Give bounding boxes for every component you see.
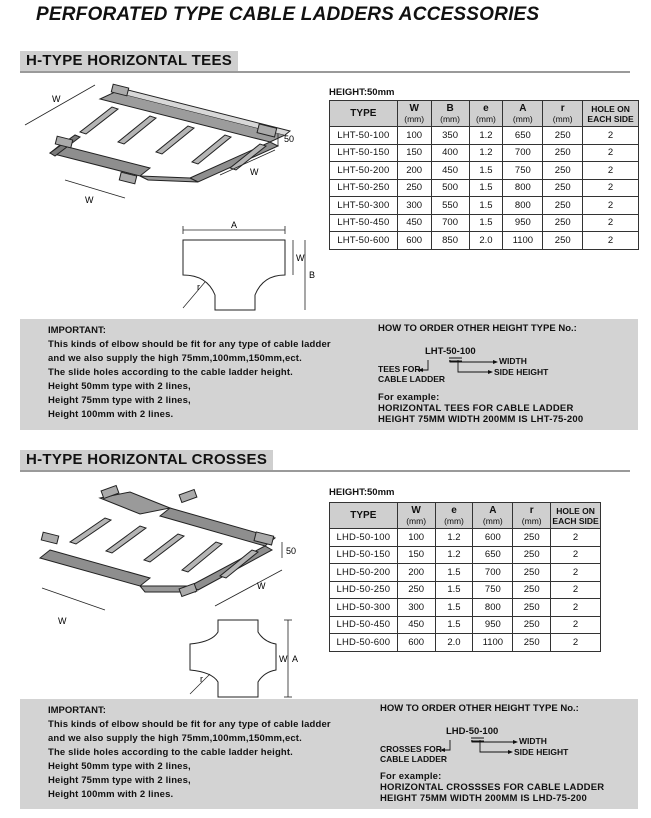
tees-table-header-row: [330, 101, 639, 127]
table-row: LHD-50-450 450 1.5 950 250 2: [330, 616, 601, 634]
crosses-col-hole: HOLE ON EACH SIDE: [551, 503, 601, 529]
table-row: LHT-50-150 150 400 1.2 700 250 2: [330, 144, 639, 162]
tee-plan-view: [175, 220, 325, 315]
crosses-order-label-width: WIDTH: [519, 736, 547, 746]
tees-order-label-type: TEES FOR CABLE LADDER: [378, 364, 446, 384]
table-row: LHT-50-250 250 500 1.5 800 250 2: [330, 179, 639, 197]
tee-dim-w-top: W: [52, 94, 61, 104]
crosses-table-header-row: [330, 503, 601, 529]
crosses-important-line: Height 75mm type with 2 lines,: [48, 775, 191, 786]
crosses-order-code: LHD-50-100: [446, 726, 499, 737]
tee-dim-w-right: W: [250, 167, 259, 177]
page-title: PERFORATED TYPE CABLE LADDERS ACCESSORIES: [36, 4, 540, 25]
table-row: LHD-50-600 600 2.0 1100 250 2: [330, 634, 601, 652]
tee-plan-dim-w: W: [296, 253, 305, 263]
tees-col-e: e (mm): [469, 101, 503, 127]
table-row: LHD-50-100 100 1.2 600 250 2: [330, 529, 601, 547]
crosses-order-label-side: SIDE HEIGHT: [514, 747, 569, 757]
tees-important-line: Height 50mm type with 2 lines,: [48, 381, 191, 392]
tees-col-hole: HOLE ON EACH SIDE: [583, 101, 639, 127]
crosses-section-rule: [20, 470, 630, 472]
crosses-important-title: IMPORTANT:: [48, 705, 106, 716]
cross-plan-dim-r: r: [200, 674, 203, 684]
crosses-important-line: This kinds of elbow should be fit for any type of cable ladder: [48, 719, 331, 730]
tees-col-r: r (mm): [543, 101, 583, 127]
crosses-example: For example: HORIZONTAL CROSSSES FOR CABLE LADDER HEIGHT 75MM WIDTH 200MM IS LHD-75-200: [380, 771, 605, 804]
tees-spec-table: [329, 100, 639, 250]
cross-isometric-drawing: [20, 478, 310, 628]
crosses-col-type: TYPE: [330, 503, 398, 529]
crosses-col-a: A (mm): [473, 503, 513, 529]
cross-plan-dim-w: W: [279, 654, 288, 664]
tees-important-line: Height 100mm with 2 lines.: [48, 409, 174, 420]
tees-example: For example: HORIZONTAL TEES FOR CABLE LADDER HEIGHT 75MM WIDTH 200MM IS LHT-75-200: [378, 392, 584, 425]
table-row: LHD-50-250 250 1.5 750 250 2: [330, 581, 601, 599]
crosses-order-title: HOW TO ORDER OTHER HEIGHT TYPE No.:: [380, 703, 579, 714]
tees-order-label-side: SIDE HEIGHT: [494, 367, 549, 377]
cross-dim-w-bottom: W: [58, 616, 67, 626]
table-row: LHT-50-600 600 850 2.0 1100 250 2: [330, 232, 639, 250]
tees-order-code: LHT-50-100: [425, 346, 476, 357]
crosses-important-line: and we also supply the high 75mm,100mm,150mm,ect.: [48, 733, 302, 744]
tees-important-line: The slide holes according to the cable ladder height.: [48, 367, 293, 378]
crosses-spec-table: [329, 502, 601, 652]
crosses-important-line: Height 100mm with 2 lines.: [48, 789, 174, 800]
table-row: LHD-50-150 150 1.2 650 250 2: [330, 546, 601, 564]
tee-isometric-drawing: [20, 80, 310, 210]
tee-plan-dim-b: B: [309, 270, 316, 280]
crosses-col-e: e (mm): [435, 503, 473, 529]
tee-plan-dim-a: A: [231, 220, 238, 230]
tees-important-line: and we also supply the high 75mm,100mm,150mm,ect.: [48, 353, 302, 364]
tees-col-a: A (mm): [503, 101, 543, 127]
table-row: LHT-50-100 100 350 1.2 650 250 2: [330, 127, 639, 145]
tees-height-label: HEIGHT:50mm: [329, 87, 395, 98]
table-row: LHD-50-300 300 1.5 800 250 2: [330, 599, 601, 617]
crosses-col-w: W (mm): [397, 503, 435, 529]
table-row: LHT-50-200 200 450 1.5 750 250 2: [330, 162, 639, 180]
tees-col-b: B (mm): [431, 101, 469, 127]
tees-section-rule: [20, 71, 630, 73]
cross-dim-height: 50: [286, 546, 297, 556]
cross-dim-w-right: W: [257, 581, 266, 591]
tees-important-line: This kinds of elbow should be fit for any type of cable ladder: [48, 339, 331, 350]
tees-order-label-width: WIDTH: [499, 356, 527, 366]
tees-col-w: W (mm): [397, 101, 431, 127]
tees-important-title: IMPORTANT:: [48, 325, 106, 336]
table-row: LHD-50-200 200 1.5 700 250 2: [330, 564, 601, 582]
tee-dim-height: 50: [284, 134, 295, 144]
tees-section-title: H-TYPE HORIZONTAL TEES: [20, 51, 238, 71]
crosses-order-label-type: CROSSES FOR CABLE LADDER: [380, 744, 448, 764]
cross-plan-dim-a: A: [292, 654, 299, 664]
crosses-important-line: The slide holes according to the cable ladder height.: [48, 747, 293, 758]
table-row: LHT-50-300 300 550 1.5 800 250 2: [330, 197, 639, 215]
tee-dim-w-bottom: W: [85, 195, 94, 205]
crosses-col-r: r (mm): [513, 503, 551, 529]
tees-col-type: TYPE: [330, 101, 398, 127]
cross-plan-view: [178, 612, 308, 707]
table-row: LHT-50-450 450 700 1.5 950 250 2: [330, 214, 639, 232]
tee-plan-dim-r: r: [197, 282, 200, 292]
crosses-important-line: Height 50mm type with 2 lines,: [48, 761, 191, 772]
tees-important-line: Height 75mm type with 2 lines,: [48, 395, 191, 406]
crosses-height-label: HEIGHT:50mm: [329, 487, 395, 498]
tees-order-title: HOW TO ORDER OTHER HEIGHT TYPE No.:: [378, 323, 577, 334]
crosses-section-title: H-TYPE HORIZONTAL CROSSES: [20, 450, 273, 470]
